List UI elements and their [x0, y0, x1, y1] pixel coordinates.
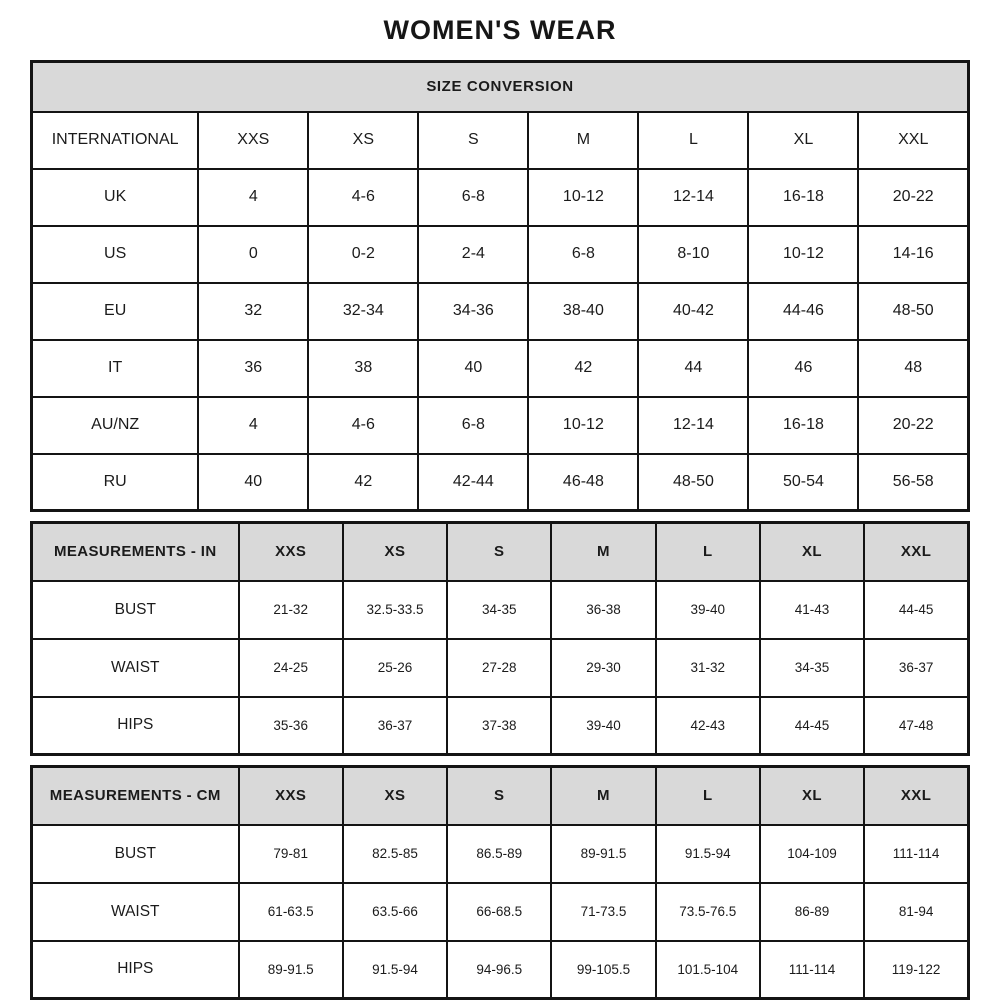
value-cell: 86-89 [760, 883, 864, 941]
value-cell: 16-18 [748, 169, 858, 226]
value-cell: 34-35 [447, 581, 551, 639]
table-row [32, 581, 969, 639]
value-cell: 44 [638, 340, 748, 397]
value-cell: 4 [198, 397, 308, 454]
table-title-size-conversion: SIZE CONVERSION [32, 62, 969, 112]
value-cell: 38-40 [528, 283, 638, 340]
value-cell: 32-34 [308, 283, 418, 340]
table-row [32, 883, 969, 941]
value-cell: 71-73.5 [551, 883, 655, 941]
value-cell: 42-43 [656, 697, 760, 755]
value-cell: 46-48 [528, 454, 638, 511]
value-cell: 42 [528, 340, 638, 397]
row-label: HIPS [32, 697, 239, 755]
value-cell: 31-32 [656, 639, 760, 697]
value-cell: 37-38 [447, 697, 551, 755]
value-cell: 86.5-89 [447, 825, 551, 883]
value-cell: 63.5-66 [343, 883, 447, 941]
header-size-col: XXS [239, 767, 343, 825]
header-size-col: XL [760, 767, 864, 825]
table-row [32, 825, 969, 883]
value-cell: 91.5-94 [656, 825, 760, 883]
value-cell: 0-2 [308, 226, 418, 283]
value-cell: 25-26 [343, 639, 447, 697]
value-cell: 4-6 [308, 169, 418, 226]
value-cell: 6-8 [418, 397, 528, 454]
value-cell: 38 [308, 340, 418, 397]
value-cell: 99-105.5 [551, 941, 655, 999]
value-cell: 104-109 [760, 825, 864, 883]
header-size-col: L [638, 112, 748, 169]
table-row [32, 941, 969, 999]
value-cell: 34-35 [760, 639, 864, 697]
header-size-col: XS [308, 112, 418, 169]
value-cell: 48-50 [858, 283, 968, 340]
header-size-col: XXL [864, 523, 968, 581]
value-cell: 94-96.5 [447, 941, 551, 999]
value-cell: 32.5-33.5 [343, 581, 447, 639]
header-size-col: XXS [198, 112, 308, 169]
value-cell: 61-63.5 [239, 883, 343, 941]
row-label: WAIST [32, 883, 239, 941]
value-cell: 111-114 [864, 825, 968, 883]
value-cell: 56-58 [858, 454, 968, 511]
value-cell: 79-81 [239, 825, 343, 883]
value-cell: 6-8 [528, 226, 638, 283]
header-size-col: M [528, 112, 638, 169]
header-size-col: S [418, 112, 528, 169]
header-size-col: M [551, 523, 655, 581]
value-cell: 119-122 [864, 941, 968, 999]
value-cell: 89-91.5 [239, 941, 343, 999]
header-size-col: M [551, 767, 655, 825]
value-cell: 14-16 [858, 226, 968, 283]
header-size-col: L [656, 767, 760, 825]
header-label-measurements-in: MEASUREMENTS - IN [32, 523, 239, 581]
value-cell: 10-12 [528, 169, 638, 226]
row-label: EU [32, 283, 199, 340]
value-cell: 35-36 [239, 697, 343, 755]
value-cell: 4-6 [308, 397, 418, 454]
value-cell: 12-14 [638, 169, 748, 226]
row-label: BUST [32, 825, 239, 883]
value-cell: 40 [198, 454, 308, 511]
table-row [32, 454, 969, 511]
value-cell: 0 [198, 226, 308, 283]
value-cell: 20-22 [858, 169, 968, 226]
value-cell: 44-45 [760, 697, 864, 755]
value-cell: 40-42 [638, 283, 748, 340]
row-label: US [32, 226, 199, 283]
value-cell: 111-114 [760, 941, 864, 999]
value-cell: 4 [198, 169, 308, 226]
value-cell: 10-12 [528, 397, 638, 454]
value-cell: 66-68.5 [447, 883, 551, 941]
value-cell: 48 [858, 340, 968, 397]
value-cell: 46 [748, 340, 858, 397]
value-cell: 44-45 [864, 581, 968, 639]
value-cell: 34-36 [418, 283, 528, 340]
value-cell: 41-43 [760, 581, 864, 639]
header-size-col: XL [748, 112, 858, 169]
value-cell: 36 [198, 340, 308, 397]
value-cell: 44-46 [748, 283, 858, 340]
row-label: BUST [32, 581, 239, 639]
value-cell: 81-94 [864, 883, 968, 941]
value-cell: 42-44 [418, 454, 528, 511]
value-cell: 32 [198, 283, 308, 340]
value-cell: 42 [308, 454, 418, 511]
value-cell: 6-8 [418, 169, 528, 226]
table-row [32, 283, 969, 340]
header-label-size-conversion: INTERNATIONAL [32, 112, 199, 169]
value-cell: 29-30 [551, 639, 655, 697]
value-cell: 36-37 [343, 697, 447, 755]
row-label: IT [32, 340, 199, 397]
header-size-col: XXL [864, 767, 968, 825]
value-cell: 39-40 [551, 697, 655, 755]
header-size-col: XXL [858, 112, 968, 169]
value-cell: 2-4 [418, 226, 528, 283]
value-cell: 21-32 [239, 581, 343, 639]
header-size-col: S [447, 767, 551, 825]
value-cell: 20-22 [858, 397, 968, 454]
value-cell: 101.5-104 [656, 941, 760, 999]
table-row [32, 226, 969, 283]
value-cell: 10-12 [748, 226, 858, 283]
table-measurements-cm [30, 765, 970, 1000]
header-size-col: XS [343, 767, 447, 825]
value-cell: 48-50 [638, 454, 748, 511]
row-label: HIPS [32, 941, 239, 999]
value-cell: 12-14 [638, 397, 748, 454]
tables-container [30, 60, 970, 1000]
table-row [32, 397, 969, 454]
value-cell: 50-54 [748, 454, 858, 511]
row-label: AU/NZ [32, 397, 199, 454]
row-label: WAIST [32, 639, 239, 697]
value-cell: 40 [418, 340, 528, 397]
header-label-measurements-cm: MEASUREMENTS - CM [32, 767, 239, 825]
value-cell: 24-25 [239, 639, 343, 697]
value-cell: 82.5-85 [343, 825, 447, 883]
value-cell: 8-10 [638, 226, 748, 283]
value-cell: 73.5-76.5 [656, 883, 760, 941]
page-title: WOMEN'S WEAR [383, 14, 617, 45]
value-cell: 47-48 [864, 697, 968, 755]
row-label: UK [32, 169, 199, 226]
value-cell: 16-18 [748, 397, 858, 454]
value-cell: 27-28 [447, 639, 551, 697]
header-size-col: S [447, 523, 551, 581]
table-row [32, 169, 969, 226]
table-measurements-in [30, 521, 970, 756]
value-cell: 89-91.5 [551, 825, 655, 883]
value-cell: 39-40 [656, 581, 760, 639]
table-row [32, 340, 969, 397]
table-size-conversion [30, 60, 970, 512]
table-row [32, 697, 969, 755]
row-label: RU [32, 454, 199, 511]
header-size-col: L [656, 523, 760, 581]
table-row [32, 639, 969, 697]
value-cell: 36-38 [551, 581, 655, 639]
value-cell: 91.5-94 [343, 941, 447, 999]
header-size-col: XS [343, 523, 447, 581]
value-cell: 36-37 [864, 639, 968, 697]
header-size-col: XL [760, 523, 864, 581]
header-size-col: XXS [239, 523, 343, 581]
